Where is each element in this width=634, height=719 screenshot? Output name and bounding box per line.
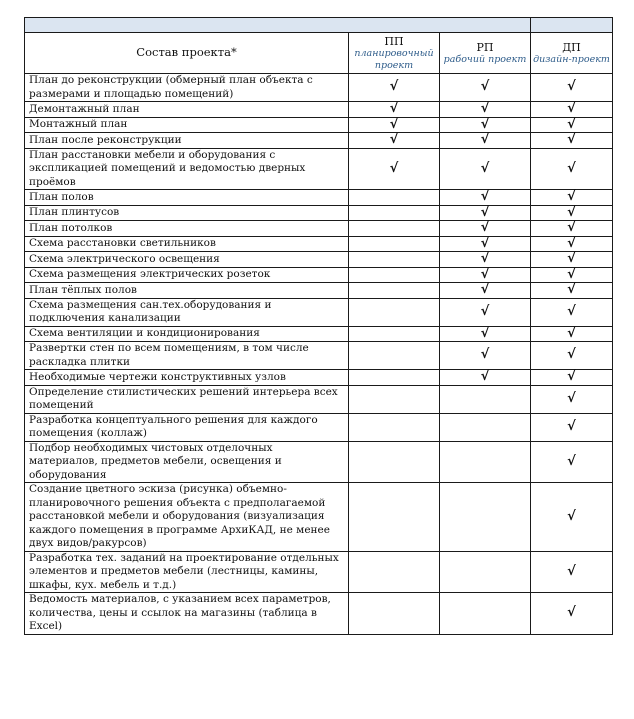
cell-rp	[440, 283, 531, 299]
cell-dp	[531, 298, 613, 326]
check-mark-icon: √	[389, 79, 399, 95]
cell-dp	[531, 483, 613, 552]
cell-rp	[440, 413, 531, 441]
check-mark-icon: √	[567, 101, 576, 116]
table-row	[25, 190, 613, 206]
cell-rp	[440, 298, 531, 326]
cell-pp	[349, 221, 440, 237]
cell-dp	[531, 205, 613, 221]
cell-rp	[440, 148, 531, 190]
row-item-name: Монтажный план	[25, 117, 349, 133]
row-item-name: Подбор необходимых чистовых отделочных материалов, предметов мебели, освещения и оборудования	[25, 441, 349, 483]
cell-pp	[349, 551, 440, 593]
check-mark-icon: √	[389, 116, 399, 132]
row-item-name: Развертки стен по всем помещениям, в том числе раскладка плитки	[25, 342, 349, 370]
cell-rp	[440, 342, 531, 370]
cell-pp	[349, 267, 440, 283]
check-mark-icon: √	[480, 251, 490, 266]
table-row	[25, 102, 613, 118]
check-mark-icon: √	[567, 160, 576, 176]
check-mark-icon: √	[480, 79, 490, 95]
table-body	[25, 18, 613, 635]
row-item-name: Демонтажный план	[25, 102, 349, 118]
cell-pp	[349, 133, 440, 149]
row-item-name: Схема вентиляции и кондиционирования	[25, 326, 349, 342]
check-mark-icon: √	[480, 266, 490, 282]
check-mark-icon: √	[567, 563, 576, 579]
cell-dp	[531, 190, 613, 206]
cell-pp	[349, 370, 440, 386]
check-mark-icon: √	[480, 235, 490, 251]
row-item-name: Схема размещения сан.тех.оборудования и подключения канализации	[25, 298, 349, 326]
cell-rp	[440, 236, 531, 252]
cell-dp	[531, 221, 613, 237]
cell-pp	[349, 593, 440, 635]
check-mark-icon: √	[567, 204, 576, 220]
cell-pp	[349, 190, 440, 206]
check-mark-icon: √	[480, 132, 490, 147]
cell-pp	[349, 298, 440, 326]
cell-pp	[349, 326, 440, 342]
cell-dp	[531, 441, 613, 483]
table-row	[25, 413, 613, 441]
column-subtitle-pp: планировочный проект	[354, 48, 434, 71]
cell-dp	[531, 385, 613, 413]
cell-rp	[440, 74, 531, 102]
check-mark-icon: √	[480, 101, 490, 116]
check-mark-icon: √	[567, 79, 576, 95]
row-item-name: Схема расстановки светильников	[25, 236, 349, 252]
cell-dp	[531, 148, 613, 190]
table-row	[25, 385, 613, 413]
check-mark-icon: √	[480, 303, 490, 319]
table-row	[25, 551, 613, 593]
cell-dp	[531, 593, 613, 635]
column-header-rp	[440, 33, 531, 74]
cell-pp	[349, 283, 440, 299]
check-mark-icon: √	[567, 266, 576, 282]
cell-dp	[531, 283, 613, 299]
check-mark-icon: √	[567, 303, 576, 319]
row-item-name: План расстановки мебели и оборудования с экспликацией помещений и ведомостью дверных проёмов	[25, 148, 349, 190]
check-mark-icon: √	[567, 132, 576, 147]
cell-rp	[440, 385, 531, 413]
cell-rp	[440, 483, 531, 552]
table-row	[25, 221, 613, 237]
table-row	[25, 133, 613, 149]
table-row	[25, 370, 613, 386]
row-item-name: Создание цветного эскиза (рисунка) объемно-планировочного решения объекта с предполагаемой расстановкой мебели и оборудования (визуализация каждого помещения в программе АрхиКАД, не менее двух видов/ракурсов)	[25, 483, 349, 552]
check-mark-icon: √	[567, 220, 576, 235]
check-mark-icon: √	[389, 132, 399, 147]
check-mark-icon: √	[480, 369, 490, 384]
cell-dp	[531, 252, 613, 268]
check-mark-icon: √	[567, 116, 576, 132]
check-mark-icon: √	[480, 220, 490, 235]
table-row	[25, 283, 613, 299]
cell-rp	[440, 326, 531, 342]
table-row	[25, 298, 613, 326]
header-row	[25, 33, 613, 74]
cell-pp	[349, 102, 440, 118]
cell-dp	[531, 133, 613, 149]
row-item-name: План потолков	[25, 221, 349, 237]
column-subtitle-rp: рабочий проект	[443, 53, 527, 65]
row-item-name: Определение стилистических решений интерьера всех помещений	[25, 385, 349, 413]
cell-dp	[531, 370, 613, 386]
row-item-name: План после реконструкции	[25, 133, 349, 149]
check-mark-icon: √	[480, 282, 490, 297]
cell-rp	[440, 221, 531, 237]
cell-pp	[349, 342, 440, 370]
check-mark-icon: √	[480, 160, 490, 176]
header-band	[25, 18, 613, 33]
column-header-pp	[349, 33, 440, 74]
cell-pp	[349, 74, 440, 102]
cell-dp	[531, 267, 613, 283]
table-row	[25, 342, 613, 370]
row-item-name: Схема электрического освещения	[25, 252, 349, 268]
check-mark-icon: √	[480, 347, 490, 363]
project-scope-document	[24, 17, 613, 635]
row-item-name: План плинтусов	[25, 205, 349, 221]
cell-dp	[531, 117, 613, 133]
table-row	[25, 593, 613, 635]
cell-dp	[531, 102, 613, 118]
table-title: Состав проекта*	[25, 33, 349, 74]
cell-pp	[349, 385, 440, 413]
cell-rp	[440, 117, 531, 133]
check-mark-icon: √	[567, 251, 576, 266]
cell-rp	[440, 551, 531, 593]
table-row	[25, 148, 613, 190]
row-item-name: Разработка концептуального решения для каждого помещения (коллаж)	[25, 413, 349, 441]
cell-pp	[349, 117, 440, 133]
cell-dp	[531, 551, 613, 593]
check-mark-icon: √	[567, 508, 576, 524]
check-mark-icon: √	[480, 189, 490, 204]
check-mark-icon: √	[567, 189, 576, 204]
column-header-dp	[531, 33, 613, 74]
column-subtitle-dp: дизайн-проект	[533, 53, 610, 65]
cell-pp	[349, 205, 440, 221]
row-item-name: План тёплых полов	[25, 283, 349, 299]
check-mark-icon: √	[567, 453, 576, 469]
cell-pp	[349, 236, 440, 252]
cell-pp	[349, 483, 440, 552]
cell-rp	[440, 102, 531, 118]
table-row	[25, 205, 613, 221]
cell-rp	[440, 267, 531, 283]
check-mark-icon: √	[480, 116, 490, 132]
check-mark-icon: √	[567, 369, 576, 384]
cell-pp	[349, 148, 440, 190]
header-band-right	[531, 18, 613, 33]
check-mark-icon: √	[567, 605, 576, 620]
cell-pp	[349, 441, 440, 483]
header-band-left	[25, 18, 531, 33]
check-mark-icon: √	[389, 160, 399, 176]
row-item-name: Схема размещения электрических розеток	[25, 267, 349, 283]
cell-dp	[531, 236, 613, 252]
cell-rp	[440, 593, 531, 635]
check-mark-icon: √	[480, 325, 490, 341]
cell-dp	[531, 326, 613, 342]
cell-rp	[440, 441, 531, 483]
check-mark-icon: √	[567, 325, 576, 341]
column-code-pp: ПП	[384, 35, 404, 48]
project-scope-table	[24, 17, 613, 635]
row-item-name: Разработка тех. заданий на проектирование отдельных элементов и предметов мебели (лестницы, камины, шкафы, кух. мебель и т.д.)	[25, 551, 349, 593]
check-mark-icon: √	[567, 418, 576, 434]
row-item-name: Ведомость материалов, с указанием всех параметров, количества, цены и ссылок на магазины (таблица в Excel)	[25, 593, 349, 635]
check-mark-icon: √	[567, 347, 576, 363]
cell-rp	[440, 205, 531, 221]
table-row	[25, 267, 613, 283]
check-mark-icon: √	[567, 282, 576, 297]
cell-dp	[531, 74, 613, 102]
cell-rp	[440, 190, 531, 206]
table-row	[25, 441, 613, 483]
row-item-name: План до реконструкции (обмерный план объекта с размерами и площадью помещений)	[25, 74, 349, 102]
table-row	[25, 117, 613, 133]
cell-pp	[349, 252, 440, 268]
table-row	[25, 236, 613, 252]
column-code-rp: РП	[476, 40, 494, 54]
cell-rp	[440, 370, 531, 386]
row-item-name: Необходимые чертежи конструктивных узлов	[25, 370, 349, 386]
check-mark-icon: √	[480, 204, 490, 220]
table-row	[25, 326, 613, 342]
cell-rp	[440, 133, 531, 149]
cell-dp	[531, 342, 613, 370]
check-mark-icon: √	[567, 390, 576, 406]
cell-dp	[531, 413, 613, 441]
table-row	[25, 74, 613, 102]
column-code-dp: ДП	[562, 40, 581, 54]
row-item-name: План полов	[25, 190, 349, 206]
check-mark-icon: √	[389, 101, 399, 116]
cell-rp	[440, 252, 531, 268]
cell-pp	[349, 413, 440, 441]
check-mark-icon: √	[567, 235, 576, 251]
table-row	[25, 252, 613, 268]
table-row	[25, 483, 613, 552]
